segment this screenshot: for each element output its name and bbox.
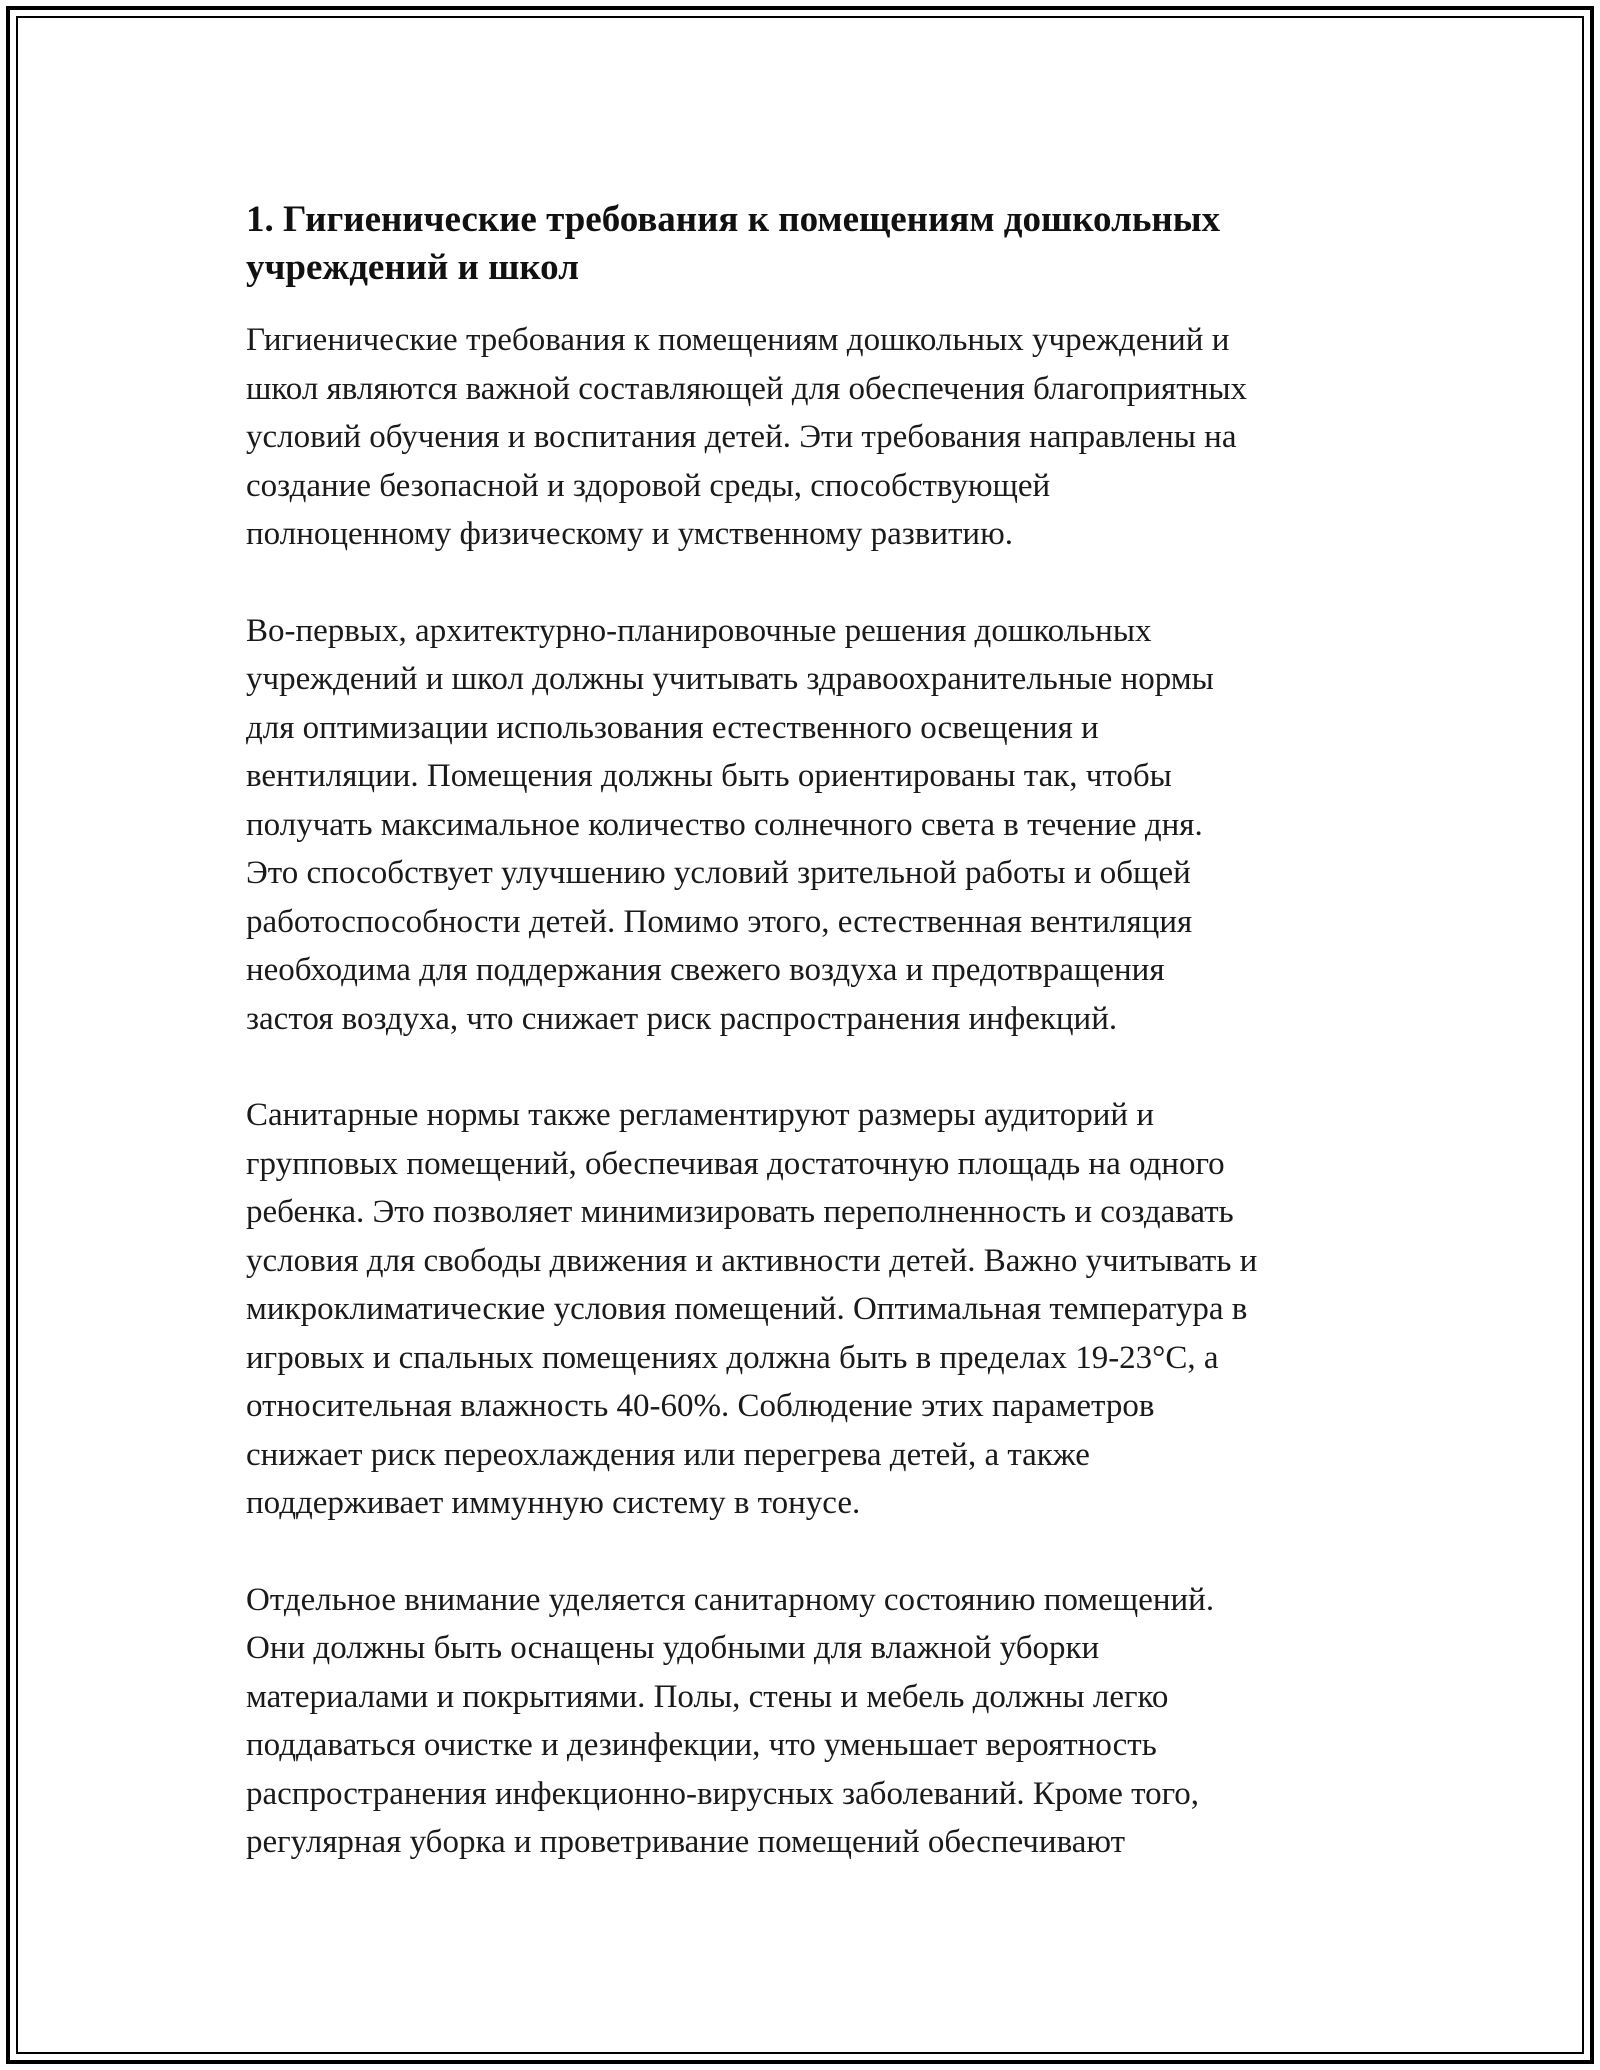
text-line: создание безопасной и здоровой среды, способствующей: [246, 467, 1051, 504]
heading-line: 1. Гигиенические требования к помещениям дошкольных: [246, 199, 1221, 240]
text-line: поддерживает иммунную систему в тонусе.: [246, 1485, 861, 1521]
text-line: относительная влажность 40-60%. Соблюдение этих параметров: [246, 1388, 1155, 1424]
text-line: микроклиматические условия помещений. Оптимальная температура в: [246, 1291, 1248, 1327]
text-line: Санитарные нормы также регламентируют размеры аудиторий и: [246, 1097, 1154, 1133]
text-line: получать максимальное количество солнечного света в течение дня.: [246, 806, 1203, 843]
text-line: необходима для поддержания свежего воздуха и предотвращения: [246, 952, 1165, 988]
text-line: Отдельное внимание уделяется санитарному состоянию помещений.: [246, 1581, 1215, 1618]
text-line: полноценному физическому и умственному развитию.: [246, 516, 1013, 552]
text-line: учреждений и школ должны учитывать здравоохранительные нормы: [246, 661, 1214, 697]
text-line: групповых помещений, обеспечивая достаточную площадь на одного: [246, 1145, 1225, 1182]
text-line: Гигиенические требования к помещениям дошкольных учреждений и: [246, 322, 1230, 358]
section-heading: [246, 196, 1396, 292]
text-line: регулярная уборка и проветривание помещений обеспечивают: [246, 1824, 1125, 1860]
text-line: поддаваться очистке и дезинфекции, что уменьшает вероятность: [246, 1727, 1157, 1763]
text-line: распространения инфекционно-вирусных заболеваний. Кроме того,: [246, 1775, 1200, 1812]
text-line: работоспособности детей. Помимо этого, естественная вентиляция: [246, 903, 1193, 940]
text-line: игровых и спальных помещениях должна быть в пределах 19-23°C, а: [246, 1339, 1219, 1376]
heading-line: учреждений и школ: [246, 247, 579, 288]
paragraph-architecture: [246, 607, 1396, 1044]
text-line: условий обучения и воспитания детей. Эти требования направлены на: [246, 419, 1237, 455]
document-body: [246, 196, 1396, 1867]
text-line: для оптимизации использования естественного освещения и: [246, 709, 1099, 746]
paragraph-sanitary-norms: [246, 1091, 1396, 1528]
text-line: Во-первых, архитектурно-планировочные решения дошкольных: [246, 612, 1152, 649]
text-line: школ являются важной составляющей для обеспечения благоприятных: [246, 370, 1247, 407]
text-line: условия для свободы движения и активности детей. Важно учитывать и: [246, 1242, 1258, 1279]
text-line: снижает риск переохлаждения или перегрева детей, а также: [246, 1436, 1090, 1473]
text-line: ребенка. Это позволяет минимизировать переполненность и создавать: [246, 1194, 1234, 1230]
text-line: Они должны быть оснащены удобными для влажной уборки: [246, 1630, 1100, 1666]
text-line: застоя воздуха, что снижает риск распространения инфекций.: [246, 1000, 1118, 1037]
text-line: материалами и покрытиями. Полы, стены и мебель должны легко: [246, 1678, 1169, 1715]
text-line: Это способствует улучшению условий зрительной работы и общей: [246, 855, 1191, 891]
paragraph-sanitary-state: [246, 1576, 1396, 1867]
paragraph-intro: [246, 316, 1396, 559]
text-line: вентиляции. Помещения должны быть ориентированы так, чтобы: [246, 758, 1172, 794]
page-border: [6, 6, 1594, 2064]
